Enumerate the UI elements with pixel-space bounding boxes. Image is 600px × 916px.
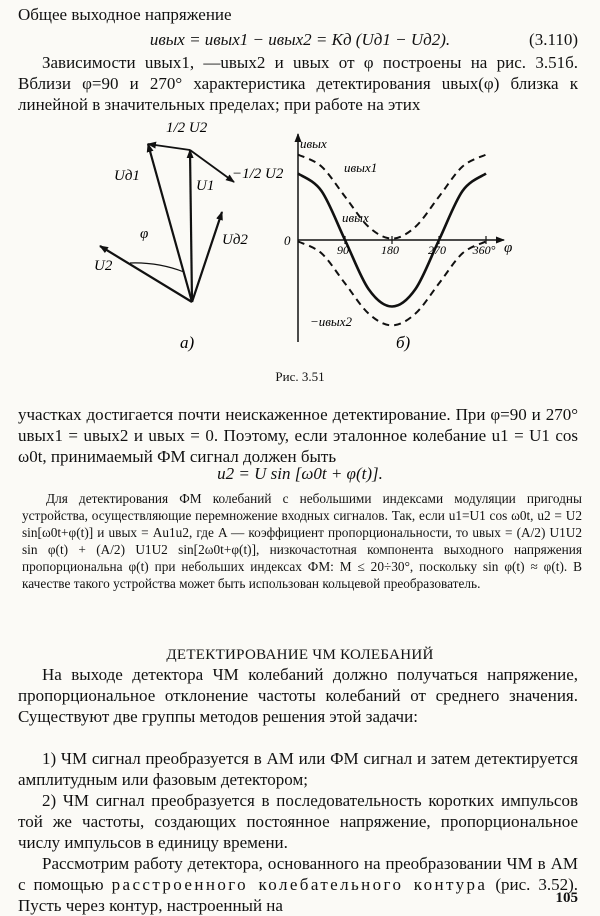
x-tick-label: 270 (428, 243, 446, 257)
characteristic-chart (284, 134, 512, 352)
paragraph-4-spaced-term: расстроенного колебательного контура (111, 875, 488, 894)
small-print-paragraph: Для детектирования ФМ колебаний с небольшими индексами модуляции пригодны устройства, осуществляющие перемножение входных сигналов. Так, если u1=U1 cos ω0t, u2 = U2 sin[ω0t+φ(t)] и uвых = Au1u2, где A — коэффициент пропорциональности, то uвых = (A/2) U1U2 sin φ(t) + (A/2) U1U2 sin[2ω0t+φ(t)], низкочастотная компонента выходного напряжения пропорциональна φ(t) при небольших индексах ФМ: M ≤ 20÷30°, поскольку sin φ(t) ≈ φ(t). В качестве такого устройства может быть использован кольцевой преобразователь. (22, 491, 582, 591)
curve-label-u-out1: uвых1 (344, 160, 378, 175)
x-axis-label: φ (504, 240, 513, 256)
label-ud1: Uд1 (114, 168, 140, 184)
label-neg-half-u2: −1/2 U2 (232, 166, 284, 182)
figure-3-51 (60, 112, 540, 354)
page-number: 105 (555, 890, 578, 906)
curve-label-neg-u-out2: −uвых2 (310, 314, 352, 329)
equation-3-110: uвых = uвых1 − uвых2 = Kд (Uд1 − Uд2). (149, 30, 451, 49)
label-u1: U1 (196, 178, 215, 194)
label-u2: U2 (94, 258, 113, 274)
x-tick-label: 90 (337, 243, 349, 257)
label-half-u2: 1/2 U2 (166, 120, 208, 136)
paragraph-4-end: (рис. 3.52). Пусть через контур, настроенный на (18, 875, 579, 915)
y-axis-label: uвых (300, 136, 327, 151)
label-ud2: Uд2 (222, 232, 248, 248)
paragraph-1: Зависимости uвых1, —uвых2 и uвых от φ построены на рис. 3.51б. Вблизи φ=90 и 270° характеристика детектирования uвых(φ) близка к линейной в значительных пределах; при работе на этих (18, 53, 578, 114)
panel-b-label: б) (396, 333, 411, 352)
vector-u1 (190, 150, 192, 302)
paragraph-2: участках достигается почти неискаженное детектирование. При φ=90 и 270° uвых1 = uвых2 и uвых = 0. Поэтому, если эталонное колебание u1 = U1 cos ω0t, принимаемый ФМ сигнал должен быть (18, 405, 578, 466)
x-tick-label: 180 (381, 243, 399, 257)
vector-ud2 (192, 212, 222, 302)
list-item-2: 2) ЧМ сигнал преобразуется в последовательность коротких импульсов той же частоты, создающих постоянное напряжение, пропорциональное числу импульсов в единицу времени. (18, 791, 578, 852)
vector-half-u2 (148, 144, 190, 150)
paragraph-4-start: Рассмотрим работу детектора, основанного на преобразовании ЧМ в АМ с помощью (18, 854, 578, 894)
x-tick-label: 360° (472, 243, 496, 257)
panel-a-label: а) (180, 333, 195, 352)
paragraph-4 (18, 853, 578, 916)
label-phi: φ (140, 226, 149, 242)
origin-label: 0 (284, 233, 291, 248)
phi-arc (130, 263, 184, 272)
paragraph-3: На выходе детектора ЧМ колебаний должно получаться напряжение, пропорциональное отклонение частоты колебаний от среднего значения. Существуют две группы методов решения этой задачи: (18, 665, 578, 726)
section-heading: ДЕТЕКТИРОВАНИЕ ЧМ КОЛЕБАНИЙ (166, 647, 434, 663)
curve-label-u-out: uвых (342, 210, 369, 225)
list-item-1: 1) ЧМ сигнал преобразуется в АМ или ФМ сигнал и затем детектируется амплитудным или фазовым детектором; (18, 749, 578, 789)
equation-u2: u2 = U sin [ω0t + φ(t)]. (217, 464, 383, 483)
figure-caption: Рис. 3.51 (275, 369, 325, 384)
equation-number: (3.110) (529, 30, 578, 49)
vector-diagram (94, 120, 284, 352)
intro-line: Общее выходное напряжение (18, 5, 232, 24)
